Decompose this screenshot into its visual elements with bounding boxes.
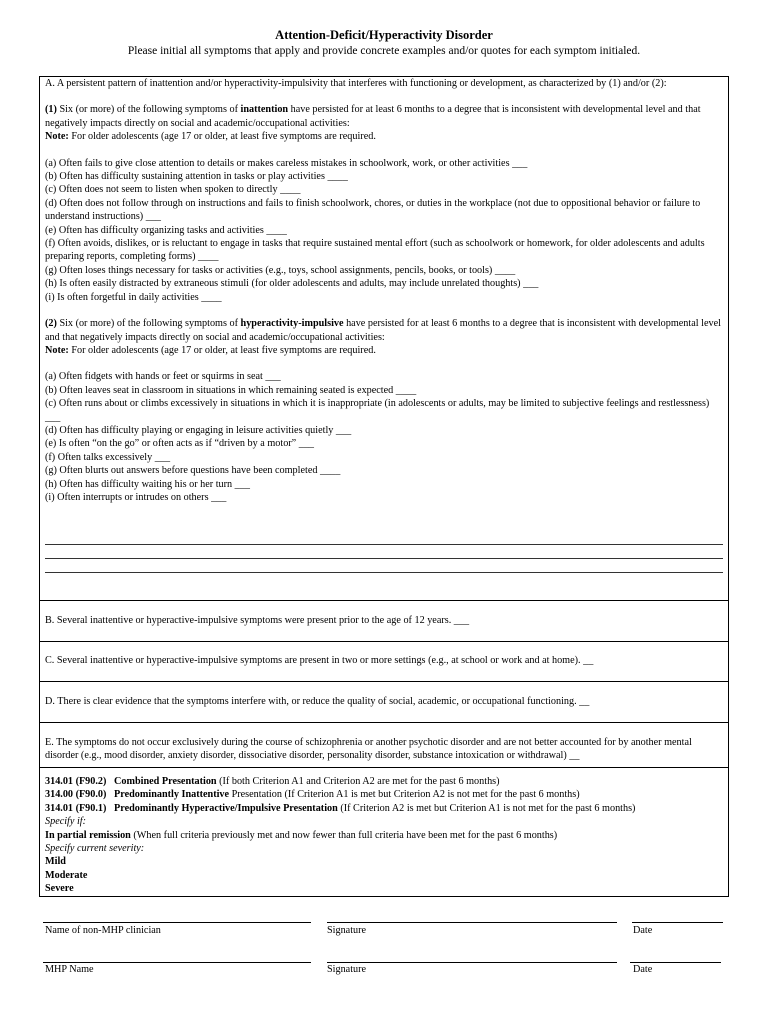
date-line-2[interactable] — [630, 962, 721, 963]
inattention-item-g: (g) Often loses things necessary for tasks or activities (e.g., toys, school assignments, pencils, books, or tools) ____ — [45, 264, 516, 276]
specify-if-label: Specify if: — [45, 816, 87, 828]
section-c — [40, 654, 728, 667]
section-a-intro: A. A persistent pattern of inattention and/or hyperactivity-impulsivity that interferes with functioning or development, as characterized by (1) and/or (2): — [45, 78, 667, 89]
code-name: Combined Presentation — [114, 776, 217, 787]
criterion-a2-header: (2) Six (or more) of the following symptoms of hyperactivity-impulsive have persisted for at least 6 months to a degree that is inconsistent with developmental level and that negatively impacts directly on social and academic/occupational activities: — [45, 318, 721, 343]
divider — [40, 641, 728, 642]
hyperactivity-item-f: (f) Often talks excessively ___ — [45, 451, 171, 463]
notes-line-2[interactable] — [45, 558, 723, 559]
hyperactivity-item-a: (a) Often fidgets with hands or feet or squirms in seat ___ — [45, 371, 281, 383]
code-row-inattentive: 314.00 (F90.0) Predominantly Inattentive Presentation (If Criterion A1 is met but Criterion A2 is not met for the past 6 months) — [45, 789, 580, 801]
notes-line-1[interactable] — [45, 544, 723, 545]
severity-moderate: Moderate — [45, 869, 88, 881]
inattention-item-i: (i) Is often forgetful in daily activities ____ — [45, 291, 222, 303]
section-e-text: E. The symptoms do not occur exclusively during the course of schizophrenia or another psychotic disorder and are not better accounted for by another mental disorder (e.g., mood disorder, anxiety disorder, dissociative disorder, personality disorder, substance intoxication or withdrawal) __ — [45, 737, 692, 762]
form-instructions: Please initial all symptoms that apply and provide concrete examples and/or quotes for each symptom initialed. — [127, 45, 641, 57]
section-c-text: C. Several inattentive or hyperactive-impulsive symptoms are present in two or more settings (e.g., at school or work and at home). __ — [45, 655, 594, 666]
date-label-1: Date — [633, 925, 653, 936]
hyperactivity-item-h: (h) Often has difficulty waiting his or her turn ___ — [45, 478, 250, 490]
date-line-1[interactable] — [632, 922, 723, 923]
section-b — [40, 614, 728, 627]
hyperactivity-item-d: (d) Often has difficulty playing or engaging in leisure activities quietly ___ — [45, 424, 352, 436]
code-row-combined: 314.01 (F90.2) Combined Presentation (If both Criterion A1 and Criterion A2 are met for the past 6 months) — [45, 776, 500, 787]
inattention-item-d: (d) Often does not follow through on instructions and fails to finish schoolwork, chores, or duties in the workplace (not due to oppositional behavior or failure to understand instructions) ___ — [45, 197, 701, 223]
signature-line-1[interactable] — [327, 922, 617, 923]
criterion-a2-note: Note: For older adolescents (age 17 or older, at least five symptoms are required. — [45, 344, 376, 356]
code-name: Predominantly Hyperactive/Impulsive Presentation — [114, 802, 338, 814]
criterion-a2-number: (2) — [45, 318, 57, 330]
criterion-a1-number: (1) — [45, 104, 57, 116]
clinician-name-line[interactable] — [43, 922, 311, 923]
signature-label-2: Signature — [327, 964, 367, 975]
date-label-2: Date — [633, 964, 653, 975]
inattention-item-h: (h) Is often easily distracted by extraneous stimuli (for older adolescents and adults, may include unrelated thoughts) ___ — [45, 278, 539, 290]
code-name: Predominantly Inattentive — [114, 789, 230, 801]
severity-severe: Severe — [45, 883, 74, 895]
criterion-a1-note: Note: For older adolescents (age 17 or older, at least five symptoms are required. — [45, 131, 376, 143]
mhp-name-label: MHP Name — [45, 964, 94, 975]
section-d — [40, 695, 728, 708]
hyperactivity-item-c: (c) Often runs about or climbs excessively in situations in which it is inappropriate (in adolescents or adults, may be limited to subjective feelings and restlessness) ___ — [45, 398, 710, 423]
inattention-item-a: (a) Often fails to give close attention to details or makes careless mistakes in schoolwork, work, or other activities ___ — [45, 157, 528, 169]
inattention-item-e: (e) Often has difficulty organizing tasks and activities ____ — [45, 224, 287, 236]
code-row-hyperactive: 314.01 (F90.1) Predominantly Hyperactive/Impulsive Presentation (If Criterion A2 is met but Criterion A1 is not met for the past 6 months) — [45, 802, 636, 814]
divider — [40, 681, 728, 682]
hyperactivity-item-e: (e) Is often “on the go” or often acts as if “driven by a motor” ___ — [45, 438, 315, 450]
section-d-text: D. There is clear evidence that the symptoms interfere with, or reduce the quality of social, academic, or occupational functioning. __ — [45, 696, 590, 707]
divider — [40, 600, 728, 601]
inattention-item-f: (f) Often avoids, dislikes, or is reluctant to engage in tasks that require sustained mental effort (such as schoolwork or homework, for older adolescents and adults preparing reports, completing forms) ____ — [45, 238, 705, 263]
hyperactivity-item-i: (i) Often interrupts or intrudes on others ___ — [45, 491, 227, 503]
hyperactivity-item-b: (b) Often leaves seat in classroom in situations in which remaining seated is expected ____ — [45, 384, 417, 396]
signature-label-1: Signature — [327, 925, 367, 936]
section-a — [40, 77, 728, 504]
form-title: Attention-Deficit/Hyperactivity Disorder — [275, 28, 493, 42]
severity-mild: Mild — [45, 856, 66, 868]
code-number: 314.00 (F90.0) — [45, 789, 107, 801]
notes-line-3[interactable] — [45, 572, 723, 573]
mhp-name-line[interactable] — [43, 962, 311, 963]
criterion-a1-keyword: inattention — [240, 104, 289, 116]
divider — [40, 722, 728, 723]
criterion-a2-keyword: hyperactivity-impulsive — [240, 318, 344, 330]
specify-severity-label: Specify current severity: — [45, 843, 145, 855]
section-e — [40, 736, 728, 763]
clinician-name-label: Name of non-MHP clinician — [45, 925, 161, 936]
code-number: 314.01 (F90.2) — [45, 776, 107, 787]
criterion-a1-header: (1) Six (or more) of the following symptoms of inattention have persisted for at least 6 months to a degree that is inconsistent with developmental level and that negatively impacts directly on social and academic/occupational activities: — [45, 104, 701, 129]
divider — [40, 767, 728, 768]
inattention-item-c: (c) Often does not seem to listen when spoken to directly ____ — [45, 184, 301, 196]
section-b-text: B. Several inattentive or hyperactive-impulsive symptoms were present prior to the age of 12 years. ___ — [45, 615, 470, 626]
partial-remission: In partial remission (When full criteria previously met and now fewer than full criteria have been met for the past 6 months) — [45, 829, 558, 841]
hyperactivity-item-g: (g) Often blurts out answers before questions have been completed ____ — [45, 465, 341, 477]
diagnosis-codes — [40, 775, 728, 896]
signature-line-2[interactable] — [327, 962, 617, 963]
criteria-box — [39, 76, 729, 897]
code-number: 314.01 (F90.1) — [45, 802, 107, 814]
inattention-item-b: (b) Often has difficulty sustaining attention in tasks or play activities ____ — [45, 171, 348, 183]
